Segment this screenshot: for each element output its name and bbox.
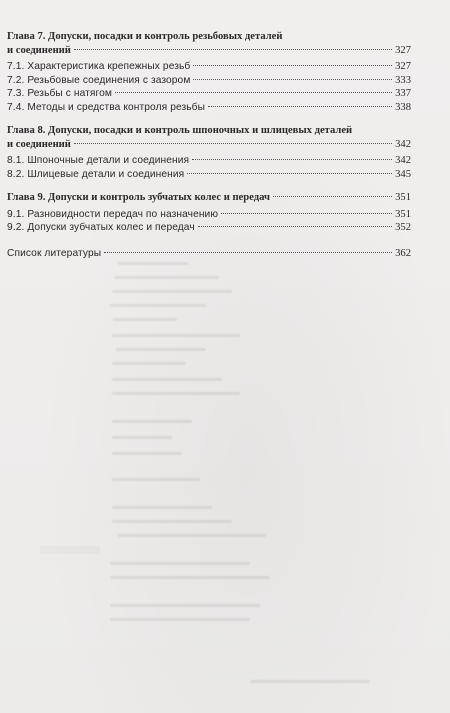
page-number: 327 — [395, 44, 411, 56]
chapter-title-entry — [7, 138, 411, 152]
dot-leader — [74, 143, 392, 144]
toc-section-entry — [7, 60, 411, 74]
dot-leader — [104, 252, 392, 253]
section-title: 9.2. Допуски зубчатых колес и передач — [7, 222, 195, 233]
section-title: 7.3. Резьбы с натягом — [7, 88, 113, 99]
dot-leader — [273, 196, 392, 197]
toc-section-entry — [7, 154, 411, 168]
page-number: 342 — [395, 138, 411, 150]
page-number: 338 — [395, 101, 411, 113]
chapter-title-line: Глава 8. Допуски, посадки и контроль шпоночных и шлицевых деталей — [7, 125, 353, 136]
section-title: 9.1. Разновидности передач по назначению — [7, 208, 219, 220]
toc-section-entry — [7, 168, 411, 182]
dot-leader — [221, 213, 392, 214]
dot-leader — [115, 92, 392, 93]
page-number: 333 — [395, 74, 411, 86]
chapter-title-entry — [7, 191, 411, 205]
section-title: 8.2. Шлицевые детали и соединения — [7, 168, 185, 180]
page-number: 362 — [395, 247, 411, 259]
page-number: 345 — [395, 168, 411, 180]
page-number: 327 — [395, 61, 411, 72]
toc-section-entry — [7, 87, 411, 101]
page-number: 351 — [395, 208, 411, 220]
dot-leader — [187, 173, 392, 174]
dot-leader — [208, 106, 392, 107]
page-number: 342 — [395, 155, 411, 166]
dot-leader — [74, 49, 392, 50]
toc-section-entry — [7, 74, 411, 88]
toc-chapter-8 — [7, 124, 411, 181]
chapter-title-continuation: и соединений — [7, 44, 71, 56]
section-title: 7.4. Методы и средства контроля резьбы — [7, 101, 206, 113]
section-title: 7.2. Резьбовые соединения с зазором — [7, 74, 191, 86]
section-title: 8.1. Шпоночные детали и соединения — [7, 155, 190, 166]
chapter-title-entry — [7, 44, 411, 58]
chapter-title-line: Глава 7. Допуски, посадки и контроль резьбовых деталей — [7, 31, 283, 42]
dot-leader — [192, 159, 392, 160]
page-number: 337 — [395, 88, 411, 99]
references-title: Список литературы — [7, 247, 102, 259]
dot-leader — [193, 65, 392, 66]
page-number: 352 — [395, 222, 411, 233]
toc-chapter-9 — [7, 191, 411, 235]
toc-section-entry — [7, 221, 411, 235]
toc-references-entry — [7, 247, 411, 261]
chapter-title: Глава 9. Допуски и контроль зубчатых колес и передач — [7, 192, 270, 203]
dot-leader — [198, 226, 392, 227]
chapter-title-continuation: и соединений — [7, 138, 71, 150]
toc-section-entry — [7, 101, 411, 115]
table-of-contents — [7, 30, 411, 260]
toc-section-entry — [7, 208, 411, 222]
section-title: 7.1. Характеристика крепежных резьб — [7, 61, 191, 72]
toc-chapter-7 — [7, 30, 411, 114]
page-number: 351 — [395, 192, 411, 203]
dot-leader — [193, 79, 392, 80]
